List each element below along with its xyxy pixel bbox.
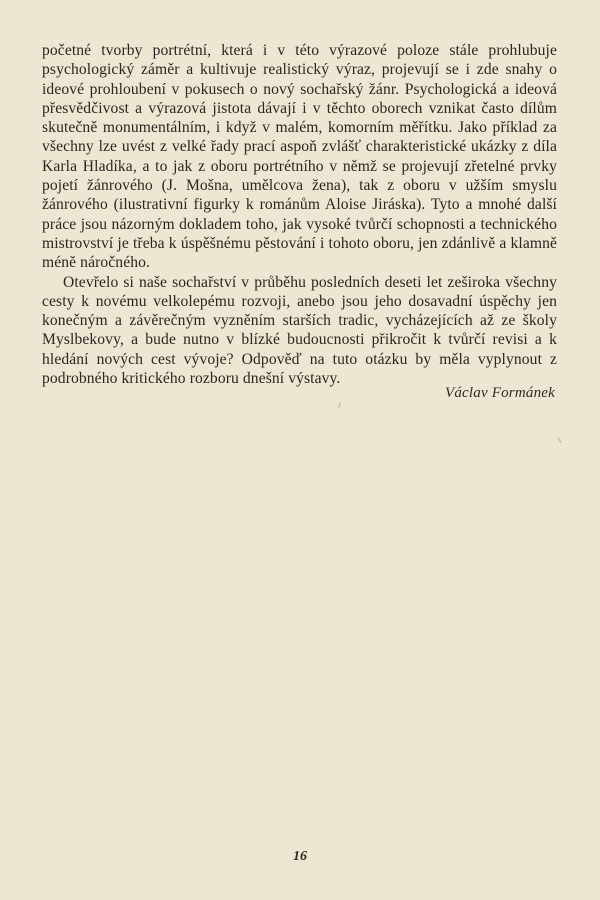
paragraph-2: Otevřelo si naše sochařství v průběhu posledních deseti let zeširoka všechny cesty k novému velkolepému rozvoji, anebo jsou jeho dosavadní úspěchy jen konečným a závěrečným vyzněním starších tradic, vycházejících až ze školy Myslbekovy, a bude nutno v blízké budoucnosti přikročit k tvůrčí revisi a k hledání nových cest vývoje? Odpověď na tuto otázku by měla vyplynout z podrobného kritického rozboru dnešní výstavy. [42, 273, 557, 388]
paragraph-1: početné tvorby portrétní, která i v této výrazové poloze stále prohlubuje psychologický záměr a kultivuje realistický výraz, projevují se i zde snahy o ideové prohloubení v pokusech o nový sochařský žánr. Psychologická a ideová přesvědčivost a výrazová jistota dávají i v těchto oborech vznikat často dílům skutečně monumentálním, i když v malém, komorním měřítku. Jako příklad za všechny lze uvést z velké řady prací aspoň zvlášť charakteristické ukázky z díla Karla Hladíka, a to jak z oboru portrétního v němž se projevují zřetelné prvky pojetí žánrového (J. Mošna, umělcova žena), tak z oboru v užším smyslu žánrového (ilustrativní figurky k románům Aloise Jiráska). Tyto a mnohé další práce jsou názorným dokladem toho, jak vysoké tvůrčí schopnosti a technického mistrovství je třeba k úspěšnému pěstování i tohoto oboru, jen zdánlivě a klamně méně náročného. [42, 42, 557, 272]
author-signature: Václav Formánek [444, 385, 555, 401]
paper-speck [558, 437, 562, 443]
paper-speck [338, 403, 341, 408]
page-number: 16 [293, 849, 307, 864]
body-text [42, 41, 557, 388]
